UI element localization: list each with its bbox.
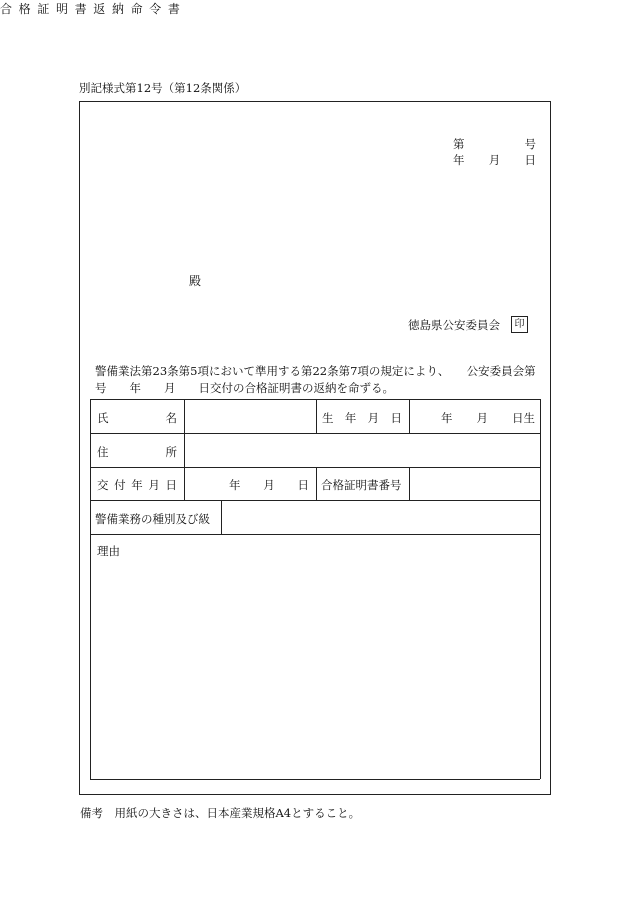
- body-text-line-1: 警備業法第23条第5項において準用する第22条第7項の規定により、 公安委員会第: [95, 364, 536, 378]
- document-number-line: 第 号: [453, 137, 536, 151]
- document-title: 合 格 証 明 書 返 納 命 令 書: [0, 2, 180, 16]
- reason-field[interactable]: [91, 560, 539, 778]
- security-service-type-label: 警備業務の種別及び級: [95, 512, 210, 526]
- form-number-note: 別記様式第12号（第12条関係）: [79, 81, 247, 95]
- birth-date-label: 生 年 月 日: [322, 411, 402, 425]
- seal-box: 印: [511, 316, 528, 333]
- name-field[interactable]: [185, 400, 315, 432]
- footer-note: 備考 用紙の大きさは、日本産業規格A4とすること。: [80, 806, 361, 820]
- name-label: 氏 名: [97, 411, 177, 425]
- birth-date-field[interactable]: 年 月 日生: [441, 411, 535, 425]
- address-field[interactable]: [185, 434, 539, 466]
- issue-date-field[interactable]: 年 月 日: [229, 478, 309, 492]
- certificate-number-field[interactable]: [410, 468, 539, 499]
- issuer-name: 徳島県公安委員会: [408, 318, 500, 332]
- security-service-type-field[interactable]: [222, 501, 539, 533]
- issue-date-label: 交 付 年 月 日: [97, 478, 177, 492]
- addressee-honorific: 殿: [189, 274, 202, 288]
- address-label: 住 所: [97, 445, 177, 459]
- certificate-number-label: 合格証明書番号: [321, 478, 402, 492]
- reason-label: 理由: [97, 544, 120, 558]
- document-date-line: 年 月 日: [453, 153, 536, 167]
- body-text-line-2: 号 年 月 日交付の合格証明書の返納を命ずる。: [95, 381, 394, 395]
